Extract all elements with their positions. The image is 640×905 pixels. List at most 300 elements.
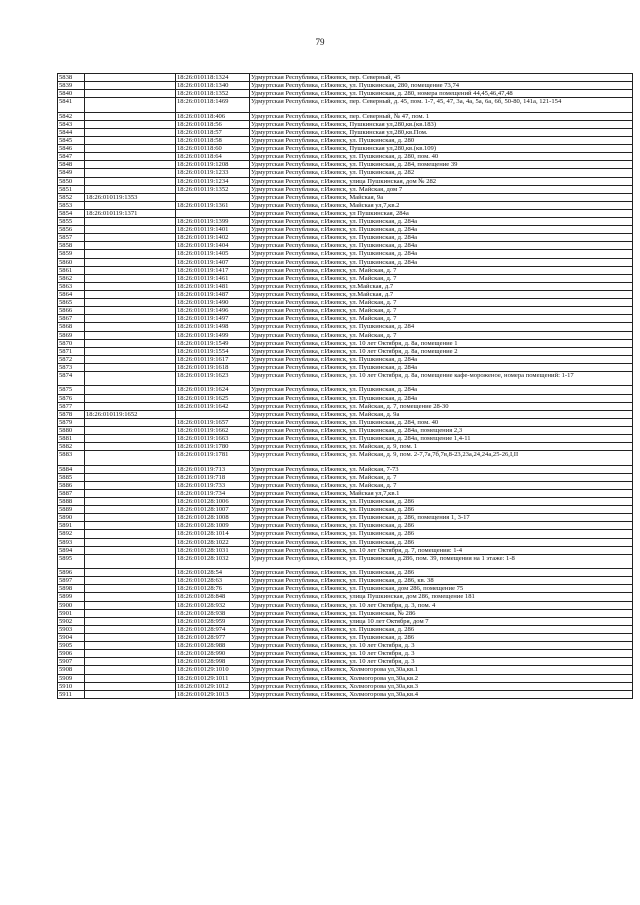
row-number-cell: 5879 xyxy=(58,418,85,426)
row-number-cell: 5867 xyxy=(58,315,85,323)
table-row xyxy=(58,98,633,112)
address-cell: Удмуртская Республика, г.Ижевск, улица Пушкинская, дом № 282 xyxy=(250,177,633,185)
address-cell: Удмуртская Республика, г.Ижевск, ул. Майская, д. 7 xyxy=(250,299,633,307)
table-row xyxy=(58,274,633,282)
table-row xyxy=(58,331,633,339)
address-cell: Удмуртская Республика, г.Ижевск, Пушкинская ул,280,кв.(кв.183) xyxy=(250,120,633,128)
address-cell: Удмуртская Республика, г.Ижевск, ул. Майская, дом 7 xyxy=(250,185,633,193)
table-row xyxy=(58,577,633,585)
table-row xyxy=(58,690,633,698)
row-number-cell: 5853 xyxy=(58,201,85,209)
row-number-cell: 5849 xyxy=(58,169,85,177)
row-number-cell: 5848 xyxy=(58,161,85,169)
premises-cadastral-cell: 18:26:010119:1642 xyxy=(176,402,250,410)
address-cell: Удмуртская Республика, г.Ижевск, ул. Пушкинская, д. 284а xyxy=(250,250,633,258)
row-number-cell: 5865 xyxy=(58,299,85,307)
building-cadastral-cell xyxy=(85,372,176,386)
address-cell: Удмуртская Республика, г.Ижевск, ул. Майская, д. 7 xyxy=(250,266,633,274)
premises-cadastral-cell: 18:26:010118:64 xyxy=(176,153,250,161)
row-number-cell: 5868 xyxy=(58,323,85,331)
row-number-cell: 5858 xyxy=(58,242,85,250)
address-cell: Удмуртская Республика, г.Ижевск, ул. 10 лет Октября, д. 7, помещения: 1-4 xyxy=(250,546,633,554)
building-cadastral-cell: 18:26:010119:1371 xyxy=(85,209,176,217)
address-cell: Удмуртская Республика, г.Ижевск, ул. 10 лет Октября, д. 8а, помещение 2 xyxy=(250,347,633,355)
address-cell: Удмуртская Республика, г.Ижевск, ул. Пушкинская, д. 286 xyxy=(250,522,633,530)
row-number-cell: 5907 xyxy=(58,658,85,666)
address-cell: Удмуртская Республика, г.Ижевск, ул. 10 лет Октября, д. 8а, помещение кафе-мороженое, номера помещений: 1-17 xyxy=(250,372,633,386)
premises-cadastral-cell: 18:26:010119:1361 xyxy=(176,201,250,209)
row-number-cell: 5885 xyxy=(58,473,85,481)
address-cell: Удмуртская Республика, г.Ижевск, ул. Майская, д. 7 xyxy=(250,473,633,481)
address-cell: Удмуртская Республика, г.Ижевск, ул. 10 лет Октября, д. 3, пом. 4 xyxy=(250,601,633,609)
premises-cadastral-cell: 18:26:010119:1417 xyxy=(176,266,250,274)
table-row xyxy=(58,601,633,609)
table-row xyxy=(58,625,633,633)
row-number-cell: 5883 xyxy=(58,451,85,465)
table-row xyxy=(58,569,633,577)
building-cadastral-cell xyxy=(85,98,176,112)
building-cadastral-cell xyxy=(85,177,176,185)
address-cell: Удмуртская Республика, г.Ижевск, ул. Пушкинская, д. 286 xyxy=(250,538,633,546)
address-cell: Удмуртская Республика, г.Ижевск, ул. Пушкинская, дом 286, помещение 75 xyxy=(250,585,633,593)
address-cell: Удмуртская Республика, г.Ижевск, ул.Майская, д.7 xyxy=(250,291,633,299)
row-number-cell: 5904 xyxy=(58,633,85,641)
address-cell: Удмуртская Республика, г.Ижевск, Холмогорова ул,30а,кв.2 xyxy=(250,674,633,682)
row-number-cell: 5875 xyxy=(58,386,85,394)
table-row xyxy=(58,161,633,169)
premises-cadastral-cell: 18:26:010119:1404 xyxy=(176,242,250,250)
address-cell: Удмуртская Республика, г.Ижевск, ул. Майская, д. 7, помещение 28-30 xyxy=(250,402,633,410)
premises-cadastral-cell: 18:26:010128:1031 xyxy=(176,546,250,554)
table-row xyxy=(58,258,633,266)
address-cell: Удмуртская Республика, г.Ижевск, ул. Пушкинская, д. 284, помещение 39 xyxy=(250,161,633,169)
table-row xyxy=(58,658,633,666)
table-row xyxy=(58,112,633,120)
address-cell: Удмуртская Республика, г.Ижевск, ул. Пушкинская, д. 284 xyxy=(250,323,633,331)
table-row xyxy=(58,291,633,299)
premises-cadastral-cell: 18:26:010119:1487 xyxy=(176,291,250,299)
building-cadastral-cell xyxy=(85,291,176,299)
row-number-cell: 5854 xyxy=(58,209,85,217)
address-cell: Удмуртская Республика, г.Ижевск, ул. Пушкинская, д. 286 xyxy=(250,625,633,633)
table-row xyxy=(58,136,633,144)
building-cadastral-cell xyxy=(85,585,176,593)
building-cadastral-cell xyxy=(85,569,176,577)
row-number-cell: 5873 xyxy=(58,364,85,372)
table-row xyxy=(58,386,633,394)
table-row xyxy=(58,307,633,315)
table-row xyxy=(58,218,633,226)
premises-cadastral-cell: 18:26:010119:1481 xyxy=(176,282,250,290)
building-cadastral-cell xyxy=(85,609,176,617)
row-number-cell: 5880 xyxy=(58,426,85,434)
address-cell: Удмуртская Республика, г.Ижевск, ул. Майская, 7-73 xyxy=(250,465,633,473)
table-row xyxy=(58,266,633,274)
table-row xyxy=(58,177,633,185)
address-cell: Удмуртская Республика, г.Ижевск, Майская ул,7,кв.2 xyxy=(250,201,633,209)
table-row xyxy=(58,633,633,641)
premises-cadastral-cell: 18:26:010119:1657 xyxy=(176,418,250,426)
building-cadastral-cell xyxy=(85,136,176,144)
building-cadastral-cell xyxy=(85,74,176,82)
building-cadastral-cell xyxy=(85,299,176,307)
row-number-cell: 5909 xyxy=(58,674,85,682)
address-cell: Удмуртская Республика, г.Ижевск, ул. Пушкинская, д. 284а, помещение 1,4-11 xyxy=(250,435,633,443)
row-number-cell: 5884 xyxy=(58,465,85,473)
table-row xyxy=(58,234,633,242)
building-cadastral-cell xyxy=(85,666,176,674)
premises-cadastral-cell: 18:26:010128:974 xyxy=(176,625,250,633)
table-row xyxy=(58,120,633,128)
table-row xyxy=(58,473,633,481)
building-cadastral-cell xyxy=(85,522,176,530)
table-row xyxy=(58,443,633,451)
address-cell: Удмуртская Республика, г.Ижевск, Майская, 9а xyxy=(250,193,633,201)
table-row xyxy=(58,250,633,258)
premises-cadastral-cell: 18:26:010128:1007 xyxy=(176,506,250,514)
address-cell: Удмуртская Республика, г.Ижевск, ул. 10 лет Октября, д. 8а, помещение 1 xyxy=(250,339,633,347)
address-cell: Удмуртская Республика, г.Ижевск, ул. Пушкинская, д. 286 xyxy=(250,498,633,506)
row-number-cell: 5866 xyxy=(58,307,85,315)
table-row xyxy=(58,435,633,443)
address-cell: Удмуртская Республика, г.Ижевск, ул. Пушкинская, д. 286 xyxy=(250,530,633,538)
table-row xyxy=(58,299,633,307)
row-number-cell: 5838 xyxy=(58,74,85,82)
address-cell: Удмуртская Республика, г.Ижевск, ул. Майская, д. 9а xyxy=(250,410,633,418)
table-row xyxy=(58,522,633,530)
premises-cadastral-cell: 18:26:010119:1352 xyxy=(176,185,250,193)
premises-cadastral-cell: 18:26:010119:1780 xyxy=(176,443,250,451)
table-row xyxy=(58,530,633,538)
table-row xyxy=(58,546,633,554)
row-number-cell: 5908 xyxy=(58,666,85,674)
building-cadastral-cell xyxy=(85,538,176,546)
table-row xyxy=(58,514,633,522)
building-cadastral-cell xyxy=(85,161,176,169)
premises-cadastral-cell: 18:26:010118:1340 xyxy=(176,82,250,90)
table-row xyxy=(58,153,633,161)
premises-cadastral-cell: 18:26:010119:713 xyxy=(176,465,250,473)
table-row xyxy=(58,90,633,98)
building-cadastral-cell xyxy=(85,577,176,585)
building-cadastral-cell xyxy=(85,658,176,666)
building-cadastral-cell xyxy=(85,489,176,497)
premises-cadastral-cell: 18:26:010128:988 xyxy=(176,642,250,650)
table-row xyxy=(58,593,633,601)
building-cadastral-cell xyxy=(85,617,176,625)
building-cadastral-cell xyxy=(85,364,176,372)
building-cadastral-cell xyxy=(85,625,176,633)
table-row xyxy=(58,585,633,593)
building-cadastral-cell: 18:26:010119:1353 xyxy=(85,193,176,201)
address-cell: Удмуртская Республика, г.Ижевск, ул. Пушкинская, д. 284а, помещения 2,3 xyxy=(250,426,633,434)
building-cadastral-cell xyxy=(85,112,176,120)
building-cadastral-cell xyxy=(85,473,176,481)
premises-cadastral-cell: 18:26:010128:1022 xyxy=(176,538,250,546)
row-number-cell: 5901 xyxy=(58,609,85,617)
building-cadastral-cell xyxy=(85,226,176,234)
table-row xyxy=(58,674,633,682)
building-cadastral-cell xyxy=(85,593,176,601)
row-number-cell: 5905 xyxy=(58,642,85,650)
premises-cadastral-cell: 18:26:010119:734 xyxy=(176,489,250,497)
address-cell: Удмуртская Республика, г.Ижевск, ул. Пушкинская, д. 286 xyxy=(250,506,633,514)
premises-cadastral-cell: 18:26:010128:959 xyxy=(176,617,250,625)
row-number-cell: 5843 xyxy=(58,120,85,128)
address-cell: Удмуртская Республика, г.Ижевск, ул. Пушкинская, д. 284, пом. 40 xyxy=(250,418,633,426)
premises-cadastral-cell: 18:26:010119:1234 xyxy=(176,177,250,185)
table-row xyxy=(58,82,633,90)
premises-cadastral-cell: 18:26:010119:1208 xyxy=(176,161,250,169)
building-cadastral-cell xyxy=(85,128,176,136)
row-number-cell: 5860 xyxy=(58,258,85,266)
row-number-cell: 5869 xyxy=(58,331,85,339)
table-row xyxy=(58,355,633,363)
table-row xyxy=(58,538,633,546)
premises-cadastral-cell: 18:26:010119:1624 xyxy=(176,386,250,394)
address-cell: Удмуртская Республика, г.Ижевск, улица 10 лет Октября, дом 7 xyxy=(250,617,633,625)
premises-cadastral-cell: 18:26:010119:1498 xyxy=(176,323,250,331)
address-cell: Удмуртская Республика, г.Ижевск, ул. Пушкинская, д. 284а xyxy=(250,364,633,372)
premises-cadastral-cell: 18:26:010119:1399 xyxy=(176,218,250,226)
premises-cadastral-cell: 18:26:010118:58 xyxy=(176,136,250,144)
table-row xyxy=(58,650,633,658)
premises-cadastral-cell: 18:26:010119:1490 xyxy=(176,299,250,307)
building-cadastral-cell xyxy=(85,274,176,282)
table-row xyxy=(58,339,633,347)
row-number-cell: 5874 xyxy=(58,372,85,386)
premises-cadastral-cell: 18:26:010119:1233 xyxy=(176,169,250,177)
row-number-cell: 5862 xyxy=(58,274,85,282)
address-cell: Удмуртская Республика, г.Ижевск, ул. Пушкинская, д. 286, кв. 38 xyxy=(250,577,633,585)
row-number-cell: 5902 xyxy=(58,617,85,625)
table-row xyxy=(58,209,633,217)
row-number-cell: 5870 xyxy=(58,339,85,347)
address-cell: Удмуртская Республика, г.Ижевск, ул. Пушкинская, д. 286, помещения 1, 3-17 xyxy=(250,514,633,522)
premises-cadastral-cell: 18:26:010119:1499 xyxy=(176,331,250,339)
building-cadastral-cell xyxy=(85,347,176,355)
premises-cadastral-cell: 18:26:010118:57 xyxy=(176,128,250,136)
building-cadastral-cell xyxy=(85,514,176,522)
address-cell: Удмуртская Республика, г.Ижевск, ул. Пушкинская, д. 280, пом. 40 xyxy=(250,153,633,161)
table-row xyxy=(58,145,633,153)
premises-cadastral-cell: 18:26:010128:938 xyxy=(176,609,250,617)
address-cell: Удмуртская Республика, г.Ижевск, ул. Пушкинская, д. 284а xyxy=(250,242,633,250)
premises-cadastral-cell: 18:26:010118:1469 xyxy=(176,98,250,112)
table-row xyxy=(58,498,633,506)
row-number-cell: 5910 xyxy=(58,682,85,690)
building-cadastral-cell xyxy=(85,82,176,90)
premises-cadastral-cell: 18:26:010119:1623 xyxy=(176,372,250,386)
row-number-cell: 5900 xyxy=(58,601,85,609)
building-cadastral-cell xyxy=(85,307,176,315)
address-cell: Удмуртская Республика, г.Ижевск, ул. Майская, д. 9, пом. 1 xyxy=(250,443,633,451)
table-row xyxy=(58,506,633,514)
address-cell: Удмуртская Республика, г.Ижевск, ул. Пушкинская, д. 280 xyxy=(250,136,633,144)
row-number-cell: 5847 xyxy=(58,153,85,161)
building-cadastral-cell xyxy=(85,120,176,128)
premises-cadastral-cell: 18:26:010119:1663 xyxy=(176,435,250,443)
table-row xyxy=(58,465,633,473)
building-cadastral-cell xyxy=(85,451,176,465)
premises-cadastral-cell: 18:26:010119:1625 xyxy=(176,394,250,402)
building-cadastral-cell xyxy=(85,394,176,402)
building-cadastral-cell xyxy=(85,418,176,426)
building-cadastral-cell xyxy=(85,498,176,506)
building-cadastral-cell xyxy=(85,323,176,331)
table-row xyxy=(58,451,633,465)
address-cell: Удмуртская Республика, г.Ижевск, Майская ул,7,кв.1 xyxy=(250,489,633,497)
row-number-cell: 5861 xyxy=(58,266,85,274)
address-cell: Удмуртская Республика, г.Ижевск, пер. Северный, 45 xyxy=(250,74,633,82)
row-number-cell: 5894 xyxy=(58,546,85,554)
page-number: 79 xyxy=(315,37,325,47)
table-row xyxy=(58,481,633,489)
row-number-cell: 5895 xyxy=(58,554,85,568)
building-cadastral-cell xyxy=(85,339,176,347)
table-row xyxy=(58,642,633,650)
table-row xyxy=(58,402,633,410)
address-cell: Удмуртская Республика, г.Ижевск, ул. Пушкинская, д. 284а xyxy=(250,355,633,363)
premises-cadastral-cell: 18:26:010128:1008 xyxy=(176,514,250,522)
row-number-cell: 5872 xyxy=(58,355,85,363)
table-row xyxy=(58,372,633,386)
row-number-cell: 5911 xyxy=(58,690,85,698)
premises-cadastral-cell: 18:26:010128:54 xyxy=(176,569,250,577)
row-number-cell: 5898 xyxy=(58,585,85,593)
address-cell: Удмуртская Республика, г.Ижевск, Пушкинская ул,280,кв.Пом. xyxy=(250,128,633,136)
row-number-cell: 5891 xyxy=(58,522,85,530)
premises-cadastral-cell: 18:26:010129:1013 xyxy=(176,690,250,698)
building-cadastral-cell xyxy=(85,258,176,266)
row-number-cell: 5857 xyxy=(58,234,85,242)
building-cadastral-cell xyxy=(85,546,176,554)
address-cell: Удмуртская Республика, г.Ижевск, ул. Пушкинская, № 286 xyxy=(250,609,633,617)
address-cell: Удмуртская Республика, г.Ижевск, ул. Пушкинская, 280, помещение 73,74 xyxy=(250,82,633,90)
address-cell: Удмуртская Республика, г.Ижевск, ул. Пушкинская, д. 282 xyxy=(250,169,633,177)
address-cell: Удмуртская Республика, г.Ижевск, улица Пушкинская, дом 286, помещение 181 xyxy=(250,593,633,601)
address-cell: Удмуртская Республика, г.Ижевск, ул. Пушкинская, д. 286 xyxy=(250,569,633,577)
table-row xyxy=(58,128,633,136)
row-number-cell: 5840 xyxy=(58,90,85,98)
building-cadastral-cell xyxy=(85,601,176,609)
premises-cadastral-cell: 18:26:010128:76 xyxy=(176,585,250,593)
premises-cadastral-cell: 18:26:010119:1549 xyxy=(176,339,250,347)
address-cell: Удмуртская Республика, г.Ижевск, Холмогорова ул,30а,кв.4 xyxy=(250,690,633,698)
address-cell: Удмуртская Республика, г.Ижевск, ул. Майская, д. 7 xyxy=(250,481,633,489)
row-number-cell: 5888 xyxy=(58,498,85,506)
premises-cadastral-cell: 18:26:010118:60 xyxy=(176,145,250,153)
table-row xyxy=(58,226,633,234)
building-cadastral-cell xyxy=(85,674,176,682)
address-cell: Удмуртская Республика, г.Ижевск, ул. Пушкинская, д. 284а xyxy=(250,394,633,402)
row-number-cell: 5893 xyxy=(58,538,85,546)
premises-cadastral-cell: 18:26:010119:1401 xyxy=(176,226,250,234)
table-row xyxy=(58,554,633,568)
table-row xyxy=(58,323,633,331)
building-cadastral-cell xyxy=(85,402,176,410)
address-cell: Удмуртская Республика, г.Ижевск, ул. 10 лет Октября, д. 3 xyxy=(250,650,633,658)
table-row xyxy=(58,394,633,402)
table-row xyxy=(58,201,633,209)
building-cadastral-cell xyxy=(85,250,176,258)
building-cadastral-cell xyxy=(85,282,176,290)
table-row xyxy=(58,666,633,674)
table-row xyxy=(58,74,633,82)
premises-cadastral-cell: 18:26:010119:1618 xyxy=(176,364,250,372)
row-number-cell: 5842 xyxy=(58,112,85,120)
building-cadastral-cell xyxy=(85,465,176,473)
table-row xyxy=(58,347,633,355)
building-cadastral-cell xyxy=(85,506,176,514)
row-number-cell: 5864 xyxy=(58,291,85,299)
row-number-cell: 5851 xyxy=(58,185,85,193)
row-number-cell: 5859 xyxy=(58,250,85,258)
table-row xyxy=(58,418,633,426)
row-number-cell: 5890 xyxy=(58,514,85,522)
premises-cadastral-cell: 18:26:010129:1011 xyxy=(176,674,250,682)
row-number-cell: 5852 xyxy=(58,193,85,201)
row-number-cell: 5889 xyxy=(58,506,85,514)
row-number-cell: 5850 xyxy=(58,177,85,185)
table-row xyxy=(58,609,633,617)
address-cell: Удмуртская Республика, г.Ижевск, ул Пушкинская, 284а xyxy=(250,209,633,217)
building-cadastral-cell xyxy=(85,633,176,641)
table-row xyxy=(58,315,633,323)
building-cadastral-cell xyxy=(85,443,176,451)
building-cadastral-cell xyxy=(85,682,176,690)
address-cell: Удмуртская Республика, г.Ижевск, ул. 10 лет Октября, д. 3 xyxy=(250,658,633,666)
address-cell: Удмуртская Республика, г.Ижевск, ул. Пушкинская, д. 284а xyxy=(250,258,633,266)
row-number-cell: 5878 xyxy=(58,410,85,418)
row-number-cell: 5841 xyxy=(58,98,85,112)
building-cadastral-cell xyxy=(85,386,176,394)
address-cell: Удмуртская Республика, г.Ижевск, пер. Северный, № 47, пом. 1 xyxy=(250,112,633,120)
premises-cadastral-cell: 18:26:010129:1012 xyxy=(176,682,250,690)
address-cell: Удмуртская Республика, г.Ижевск, Холмогорова ул,30а,кв.3 xyxy=(250,682,633,690)
building-cadastral-cell xyxy=(85,642,176,650)
table-row xyxy=(58,185,633,193)
row-number-cell: 5856 xyxy=(58,226,85,234)
address-cell: Удмуртская Республика, г.Ижевск, ул. Майская, д. 7 xyxy=(250,331,633,339)
building-cadastral-cell xyxy=(85,218,176,226)
row-number-cell: 5886 xyxy=(58,481,85,489)
building-cadastral-cell: 18:26:010119:1652 xyxy=(85,410,176,418)
premises-cadastral-cell: 18:26:010128:977 xyxy=(176,633,250,641)
row-number-cell: 5844 xyxy=(58,128,85,136)
address-cell: Удмуртская Республика, г.Ижевск, ул. Пушкинская, д.286, пом. 39, помещения на 1 этаже: 1-8 xyxy=(250,554,633,568)
premises-cadastral-cell: 18:26:010119:1781 xyxy=(176,451,250,465)
building-cadastral-cell xyxy=(85,530,176,538)
building-cadastral-cell xyxy=(85,153,176,161)
building-cadastral-cell xyxy=(85,426,176,434)
address-cell: Удмуртская Республика, г.Ижевск, ул. Майская, д. 7 xyxy=(250,274,633,282)
row-number-cell: 5887 xyxy=(58,489,85,497)
building-cadastral-cell xyxy=(85,481,176,489)
premises-cadastral-cell: 18:26:010119:733 xyxy=(176,481,250,489)
row-number-cell: 5906 xyxy=(58,650,85,658)
premises-cadastral-cell: 18:26:010128:1032 xyxy=(176,554,250,568)
address-cell: Удмуртская Республика, г.Ижевск, Пушкинская ул,280,кв.(кв.109) xyxy=(250,145,633,153)
row-number-cell: 5876 xyxy=(58,394,85,402)
premises-cadastral-cell: 18:26:010119:1554 xyxy=(176,347,250,355)
table-row xyxy=(58,426,633,434)
premises-cadastral-cell: 18:26:010128:1014 xyxy=(176,530,250,538)
building-cadastral-cell xyxy=(85,266,176,274)
premises-cadastral-cell: 18:26:010128:63 xyxy=(176,577,250,585)
address-cell: Удмуртская Республика, г.Ижевск, ул. Пушкинская, д. 280, номера помещений 44,45,46,47,48 xyxy=(250,90,633,98)
building-cadastral-cell xyxy=(85,201,176,209)
